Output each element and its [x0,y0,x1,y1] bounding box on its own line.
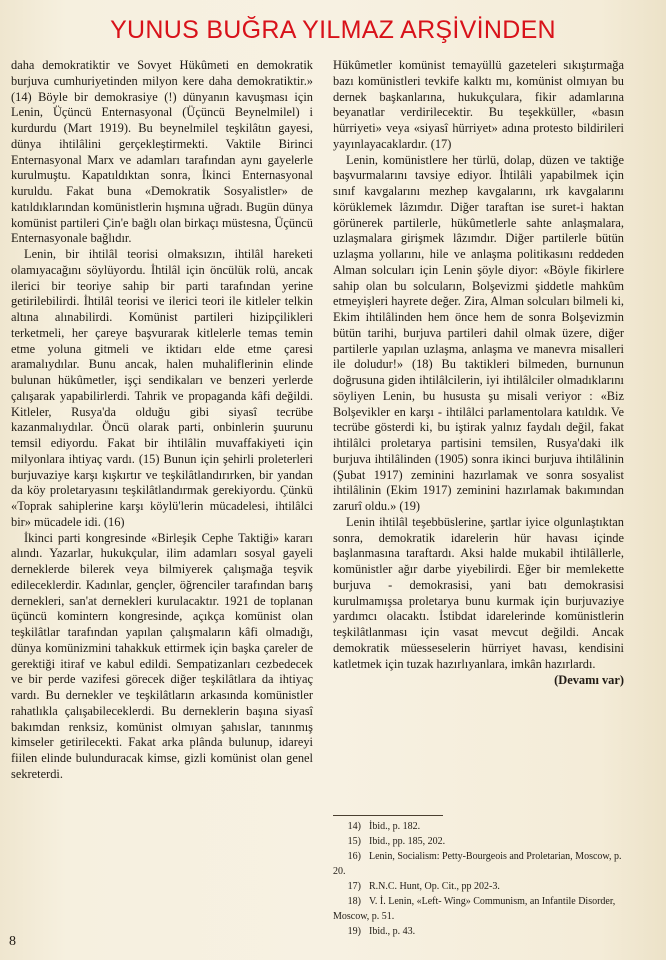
paragraph: Lenin, bir ihtilâl teorisi olmaksızın, ihtilâl hareketi olamıyacağını söylüyordu. İhtilâl için öncülük rolü, ancak ilerici bir teoriye sahip bir parti tarafından yerine getirilebilirdi. İhtilâl teorisi ve ilerici teori ile kitleler telkin altına alınabilirdi. Komünist partileri hizipçilikleri terketmeli, her çareye başvurarak kitlelerle temas temin etme yoluna gitmeli ve iktidarı elde etme çaresi aramalıydılar. Bunu ancak, halen muhaliflerinin elinde bulunan hükûmetler, işçi sendikaları ve benzeri yerlerde çalışarak yapabilirlerdi. Tahrik ve propaganda kâfi değildi. Kitleler, Rusya'da olduğu gibi siyasî tecrübe kazanmalıydılar. Öncü olarak parti, onbinlerin şuurunu temsil ediyordu. Fakat bir ihtilâlin muvaffakiyeti için milyonlara ihtiyaç vardı. (15) Bunun için şehirli proleterleri burjuvaziye karşı kışkırtır ve teşkilâtlandırırken, bir yandan da köy proletaryasını teşkilâtlandırmak gerekiyordu. Çünkü «Toprak sahiplerine karşı köylü'lerin mücadelesi, ihtilâlci bir» mücadele idi. (16) [11,247,313,529]
footnote [333,924,625,939]
footnote-text: R.N.C. Hunt, Op. Cit., pp 202-3. [369,881,500,892]
footnote [333,894,625,924]
footnote-number: 16) [347,851,361,862]
footnote [333,819,625,834]
footnote-text: Ibid., pp. 185, 202. [369,836,446,847]
paragraph: İkinci parti kongresinde «Birleşik Cephe Taktiği» kararı alındı. Yazarlar, hukukçular, ilim adamları sosyal gayeli derneklerde bilerek veya bilmiyerek çalışmağa teşvik edileceklerdir. Kadınlar, gençler, öğrenciler tarafından barış dernekleri, san'at dernekleri kurulacaktır. 1921 de toplanan üçüncü komintern kongresinde, açıkça komünist olan teşkilâtlar tarafından yapılan çalışmaların kâfi olmadığı, dünya komünizmini tahakkuk ettirmek için başka çareler de gerektiği itiraf ve kabul edildi. Sempatizanları cezbedecek ve bir perde vazifesi görecek diğer teşkilâtlara da ihtiyaç vardı. Bu dernekler ve teşkilâtların arkasında komünistler rahatlıkla çalışabileceklerdi. Bu derneklerin başına siyasî bakımdan renksiz, komünist olmıyan şahıslar, tanınmış kimseler getirilecekti. Fakat arka plânda bulunup, idareyi fiilen elinde bulunduracak kimse, gizli komünist olan genel sekreterdi. [11,530,313,781]
paragraph: Lenin ihtilâl teşebbüslerine, şartlar iyice olgunlaştıktan sonra, demokratik idarelerin hür havası içinde başlanmasına taraftardı. Aksi halde mukabil ihtilâllerle, komünistler ağır darbe yiyebilirdi. Eğer bir memlekette burjuva - demokrasisi, yani batı demokrasisi kurulmamışsa proletarya bunu kurmak için burjuvaziye yardımcı olacaktı. İstibdat idarelerinde komünistlerin teşkilâtlanması için vasat mevcut değildi. Ancak demokratik müesseselerin hürriyet havası, kendisini katletmek için tuzak hazırlıyanlara, imkân hazırlardı. [333,514,624,671]
footnote [333,849,625,879]
footnote-number: 17) [347,881,361,892]
archive-banner: YUNUS BUĞRA YILMAZ ARŞİVİNDEN [110,16,556,44]
continued-label: (Devamı var) [554,673,624,688]
footnote-rule [333,815,443,816]
paragraph: daha demokratiktir ve Sovyet Hükûmeti en demokratik burjuva cumhuriyetinden milyon kere daha demokratiktir.» (14) Böyle bir demokrasiye (!) dünyanın kavuşması için Lenin, Üçüncü Enternasyonal (Üçüncü Beynelmilel) i kurdurdu (Mart 1919). Bu beynelmilel teşkilâtın gayesi, dünya ihtilâlini gerçekleştirmekti. Vaktile Birinci Enternasyonal Marx ve adamları tarafından aynı gayelerle kurulmuştu. Kapatıldıktan sonra, İkinci Enternasyonal kuruldu. Fakat buna «Demokratik Sosyalistler» de katıldıklarından komünistlerin hışmına uğradı. Bugün dünya komünist partileri Çin'e bağlı olan birkaçı müstesna, Üçüncü Enternasyonale bağlıdır. [11,58,313,246]
footnote-number: 18) [347,896,361,907]
footnote [333,834,625,849]
footnote-number: 19) [347,926,361,937]
footnotes [333,815,625,939]
footnote-number: 15) [347,836,361,847]
page-number: 8 [9,934,16,949]
footnote-text: Lenin, Socialism: Petty-Bourgeois and Proletarian, Moscow, p. 20. [333,851,622,877]
left-column [11,58,313,783]
paragraph: Lenin, komünistlere her türlü, dolap, düzen ve taktiğe başvurmalarını tavsiye ediyor. İhtilâli yapabilmek için sınıf kavgalarını mezhep kavgalarını, ırk kavgalarını körüklemek lâzımdır. Diğer taraftan ise suret-i haktan görünerek partilerle, hükûmetlerle sahte anlaşmalara, uzlaşmalara girişmek lâzımdır. Diğer partilerle bütün uzlaşma yollarını, hile ve anlaşma politikasını reddeden Alman solcuları için Lenin şöyle diyor: «Böyle fikirlere sahip olan bu solcuların, Bolşevizmi şiddetle mahkûm etmeyişleri hayrete değer. Zira, Alman solcuları bilmeli ki, Ekim ihtilâlinden hem önce hem de sonra Bolşevizmin bütün tarihi, burjuva partileri dahil olmak üzere, diğer partilerle yapılan uzlaşma, anlaşma ve manevra misalleri ile doludur!» (18) Bu taktikleri bilmeden, burnunun doğrusuna giden ihtilâlcilerin, iyi ihtilâlciler olmadıklarını söyliyen Lenin, bu hususta şu misali veriyor : «Biz Bolşevikler en karşı - ihtilâlci parlamentolara katıldık. Ve tecrübe gösterdi ki, bu iştirak yalnız faydalı değil, fakat ihtilâlci proletarya partisini temsilen, Rusya'daki ilk burjuva ihtilâlinden (1905) sonra ikinci burjuva ihtilâlinin (Şubat 1917) zeminini hazırlamak ve sonra sosyalist ihtilâlinin (Ekim 1917) zeminini hazırlamak bakımından zarurî oldu.» (19) [333,152,624,513]
right-column [333,58,624,689]
paragraph: Hükûmetler komünist temayüllü gazeteleri sıkıştırmağa bazı komünistleri tevkife kalktı mı, komünist olmıyan bu dernek başkanlarına, hukukçulara, fikir adamlarına beyanatlar verdirilecektir. Bu teşekküller, «basın hürriyeti» veya «siyasî hürriyet» adına protesto bildirileri yayınlayacaklardır. (17) [333,58,624,151]
footnote-number: 14) [347,821,361,832]
footnote [333,879,625,894]
footnote-text: İbid., p. 182. [369,821,421,832]
footnote-text: Ibid., p. 43. [369,926,416,937]
footnote-text: V. İ. Lenin, «Left- Wing» Communism, an Infantile Disorder, Moscow, p. 51. [333,896,616,922]
